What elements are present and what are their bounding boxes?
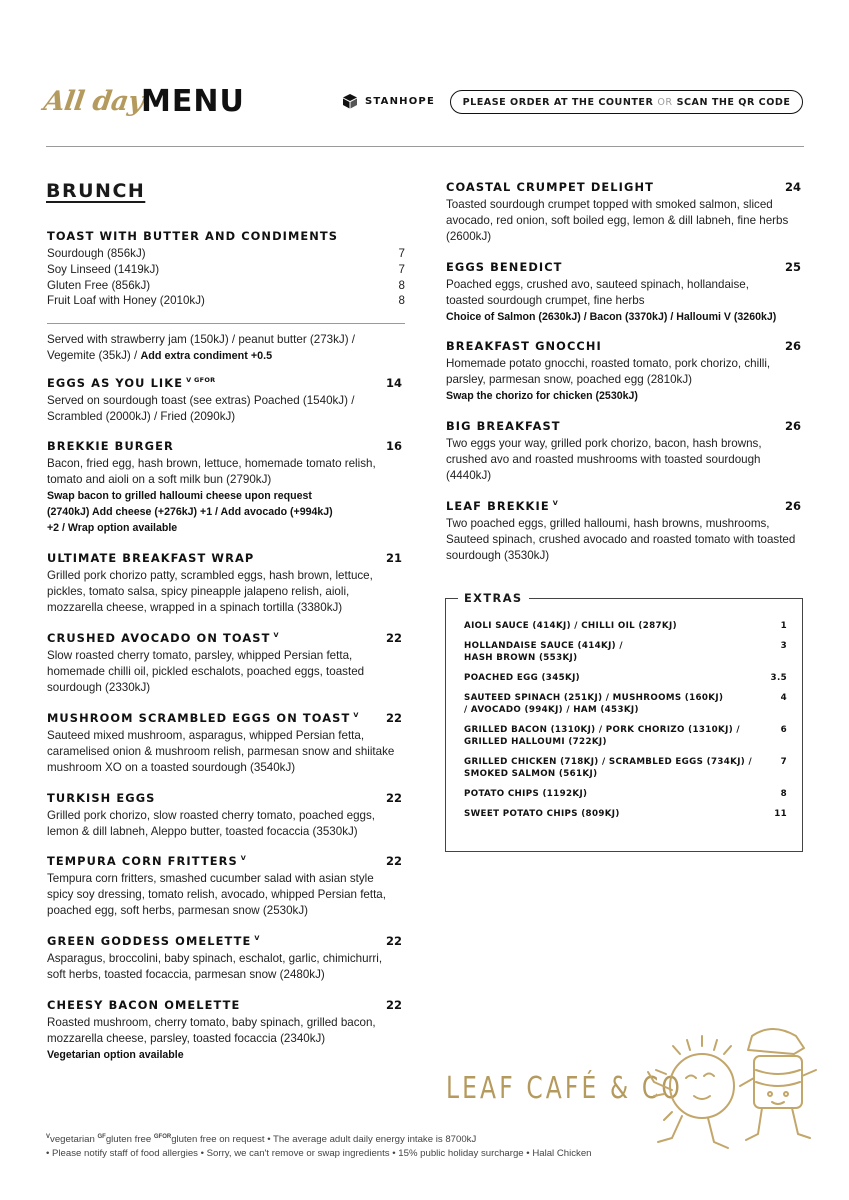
extra-row [464, 692, 787, 716]
item-description: Slow roasted cherry tomato, parsley, whipped Persian fetta, homemade chilli oil, pickled eschalots, poached eggs, toasted sourdough (2330kJ) [47, 649, 365, 694]
footer-gfor-text: gluten free on request • The average adult daily energy intake is 8700kJ [171, 1134, 477, 1146]
item-name: TEMPURA CORN FRITTERS $^V$ [47, 854, 247, 868]
extra-price: 3.5 [770, 673, 787, 683]
section-title-brunch: BRUNCH [46, 180, 146, 202]
item-description: Asparagus, broccolini, baby spinach, eschalot, garlic, chimichurri, soft herbs, toasted focaccia, parmesan snow (2480kJ) [47, 952, 383, 981]
item-description: Toasted sourdough crumpet topped with smoked salmon, sliced avocado, red onion, soft boiled egg, lemon & dill labneh, fine herbs (2600kJ) [446, 198, 789, 243]
item-price: 26 [784, 339, 801, 353]
item-description: Two eggs your way, grilled pork chorizo, bacon, hash browns, crushed avo and roasted mushrooms with toasted sourdough (4440kJ) [446, 437, 762, 482]
menu-item-breakfast-gnocchi [446, 339, 801, 404]
extra-price: 8 [780, 789, 787, 799]
item-description: Tempura corn fritters, smashed cucumber salad with asian style spicy soy dressing, tomato relish, avocado, whipped Persian fetta, poached egg, soft herbs, parmesan snow (2530kJ) [47, 872, 386, 917]
item-name: TOAST WITH BUTTER AND CONDIMENTS [47, 229, 339, 243]
toast-options-list [47, 246, 405, 309]
item-description: Poached eggs, crushed avo, sauteed spinach, hollandaise, toasted sourdough crumpet, fine herbs [446, 278, 749, 307]
dietary-tags: V [552, 499, 559, 507]
toast-option-price: 8 [398, 278, 405, 292]
menu-item-mushroom-scrambled-eggs [47, 711, 402, 776]
menu-item-crushed-avocado [47, 631, 402, 696]
item-price: 26 [784, 499, 801, 513]
item-name: LEAF BREKKIE $^V$ [446, 499, 559, 513]
dietary-tags: V GFOR [186, 376, 216, 384]
menu-title: MENU [141, 84, 245, 119]
item-description: Bacon, fried egg, hash brown, lettuce, homemade tomato relish, tomato and aioli on a soft milk bun (2790kJ) [47, 457, 376, 486]
item-description: Grilled pork chorizo patty, scrambled eggs, hash brown, lettuce, pickles, tomato salsa, spicy pineapple jalapeno relish, aioli, mozzarella cheese, wrapped in a spinach tortilla (3380kJ) [47, 569, 373, 614]
toast-option-label: Soy Linseed (1419kJ) [47, 262, 160, 276]
item-price: 22 [385, 854, 402, 868]
mascot-illustration [642, 1016, 822, 1166]
menu-header [41, 84, 804, 130]
item-description: Two poached eggs, grilled halloumi, hash browns, mushrooms, Sauteed spinach, crushed avocado and roasted tomato with toasted sourdough (3530kJ) [446, 517, 796, 562]
item-name: ULTIMATE BREAKFAST WRAP [47, 551, 255, 565]
order-instructions-pill [450, 90, 803, 114]
mascot-sun-icon [648, 1036, 734, 1148]
toast-option-price: 7 [398, 262, 405, 276]
item-name: CHEESY BACON OMELETTE [47, 998, 241, 1012]
item-name: EGGS AS YOU LIKE $^{V GFOR}$ [47, 376, 216, 390]
extra-label: HOLLANDAISE SAUCE (414KJ) / HASH BROWN (553KJ) [464, 641, 623, 663]
toast-option-row [47, 246, 405, 262]
extra-price: 1 [780, 621, 787, 631]
item-description: Sauteed mixed mushroom, asparagus, whipped Persian fetta, caramelised onion & mushroom relish, parmesan snow and shiitake mushroom XO on a toasted sourdough (3540kJ) [47, 729, 395, 774]
menu-item-eggs-benedict [446, 260, 801, 325]
all-day-script-title: All day [41, 86, 146, 117]
item-price: 22 [385, 791, 402, 805]
extra-label: POACHED EGG (345KJ) [464, 673, 580, 683]
extra-label: GRILLED CHICKEN (718KJ) / SCRAMBLED EGGS (734KJ) / SMOKED SALMON (561KJ) [464, 757, 753, 779]
item-description: Served on sourdough toast (see extras) Poached (1540kJ) / Scrambled (2000kJ) / Fried (2090kJ) [47, 394, 355, 423]
extra-price: 4 [780, 693, 787, 703]
item-name: BREKKIE BURGER [47, 439, 174, 453]
item-price: 14 [385, 376, 402, 390]
menu-item-turkish-eggs [47, 791, 402, 840]
extra-price: 6 [780, 725, 787, 735]
stanhope-brand [342, 93, 435, 109]
menu-item-cheesy-bacon-omelette [47, 998, 402, 1063]
menu-item-brekkie-burger [47, 439, 402, 536]
header-divider [46, 146, 804, 147]
item-note: Choice of Salmon (2630kJ) / Bacon (3370kJ) / Halloumi V (3260kJ) [446, 311, 777, 323]
extra-row [464, 672, 787, 684]
toast-option-price: 8 [398, 294, 405, 308]
item-description: Homemade potato gnocchi, roasted tomato, pork chorizo, chilli, parsley, parmesan snow, poached egg (2810kJ) [446, 357, 771, 386]
menu-item-big-breakfast [446, 419, 801, 484]
item-price: 21 [385, 551, 402, 565]
brand-name: STANHOPE [365, 95, 435, 107]
footer-gluten-free: gluten free [105, 1134, 152, 1146]
extra-label: AIOLI SAUCE (414KJ) / CHILLI OIL (287KJ) [464, 621, 677, 631]
dietary-tags: V [240, 854, 247, 862]
toast-option-label: Fruit Loaf with Honey (2010kJ) [47, 294, 205, 308]
menu-item-tempura-corn-fritters [47, 854, 402, 919]
item-note: Vegetarian option available [47, 1049, 184, 1061]
toast-option-row [47, 293, 405, 309]
extra-condiment-note: Add extra condiment +0.5 [140, 350, 273, 363]
toast-option-price: 7 [398, 247, 405, 260]
item-name: MUSHROOM SCRAMBLED EGGS ON TOAST $^V$ [47, 711, 359, 725]
order-counter-text: PLEASE ORDER AT THE COUNTER [462, 96, 654, 108]
footer-line-1 [46, 1130, 592, 1147]
extra-row [464, 788, 787, 800]
menu-item-leaf-brekkie [446, 499, 801, 564]
menu-item-green-goddess-omelette [47, 934, 402, 983]
footer-line-2: • Please notify staff of food allergies • Sorry, we can't remove or swap ingredients • 15% public holiday surcharge • Halal Chicken [46, 1148, 592, 1160]
extra-row [464, 808, 787, 820]
menu-item-coastal-crumpet [446, 180, 801, 245]
item-name: CRUSHED AVOCADO ON TOAST $^V$ [47, 631, 279, 645]
extra-label: SWEET POTATO CHIPS (809KJ) [464, 809, 620, 819]
toast-option-label: Sourdough (856kJ) [47, 247, 146, 260]
item-price: 24 [784, 180, 801, 194]
item-name: COASTAL CRUMPET DELIGHT [446, 180, 654, 194]
condiments-list: Served with strawberry jam (150kJ) / peanut butter (273kJ) / Vegemite (35kJ) / [47, 333, 356, 363]
dietary-tags: V [273, 631, 279, 639]
toast-divider [47, 323, 405, 324]
tag-gf: GF [97, 1134, 106, 1140]
extras-title: EXTRAS [458, 591, 529, 605]
toast-option-row [47, 278, 405, 294]
toast-condiments-text [47, 332, 405, 364]
extra-row [464, 724, 787, 748]
item-price: 16 [385, 439, 402, 453]
leaf-cafe-logo: LEAF CAFÉ & CO [446, 1071, 683, 1106]
tag-v: V [46, 1134, 51, 1140]
extra-price: 7 [780, 757, 787, 767]
menu-item-eggs-as-you-like [47, 376, 402, 425]
extras-list [464, 620, 787, 820]
order-or-text: OR [657, 96, 673, 108]
extra-label: POTATO CHIPS (1192KJ) [464, 789, 588, 799]
item-name: TURKISH EGGS [47, 791, 156, 805]
item-price: 22 [385, 631, 402, 645]
extra-row [464, 640, 787, 664]
item-price: 25 [784, 260, 801, 274]
toast-option-label: Gluten Free (856kJ) [47, 278, 151, 292]
extra-label: SAUTEED SPINACH (251KJ) / MUSHROOMS (160KJ) / AVOCADO (994KJ) / HAM (453KJ) [464, 693, 724, 715]
footer-notes [46, 1130, 592, 1161]
extra-price: 11 [774, 809, 787, 819]
mascot-sandwich-icon [740, 1029, 816, 1140]
item-price: 22 [385, 711, 402, 725]
item-description: Grilled pork chorizo, slow roasted cherry tomato, poached eggs, lemon & dill labneh, Aleppo butter, toasted focaccia (3530kJ) [47, 809, 376, 838]
dietary-tags: V [353, 711, 359, 719]
item-name: EGGS BENEDICT [446, 260, 563, 274]
extra-row [464, 756, 787, 780]
stanhope-cube-icon [342, 93, 358, 109]
menu-item-toast [47, 229, 405, 364]
item-description: Roasted mushroom, cherry tomato, baby spinach, grilled bacon, mozzarella cheese, parsley, toasted focaccia (2340kJ) [47, 1016, 376, 1045]
item-name: BREAKFAST GNOCCHI [446, 339, 602, 353]
footer-vegetarian: vegetarian [50, 1134, 95, 1146]
toast-option-row [47, 262, 405, 278]
item-name: BIG BREAKFAST [446, 419, 561, 433]
item-price: 26 [784, 419, 801, 433]
extra-label: GRILLED BACON (1310KJ) / PORK CHORIZO (1310KJ) / GRILLED HALLOUMI (722KJ) [464, 725, 740, 747]
item-price: 22 [385, 998, 402, 1012]
item-price: 22 [385, 934, 402, 948]
item-name: GREEN GODDESS OMELETTE $^V$ [47, 934, 260, 948]
item-note: Swap bacon to grilled halloumi cheese upon request (2740kJ) Add cheese (+276kJ) +1 / Add avocado (+994kJ) +2 / Wrap option available [47, 490, 333, 534]
dietary-tags: V [254, 934, 260, 942]
menu-item-ultimate-breakfast-wrap [47, 551, 402, 616]
extra-row [464, 620, 787, 632]
tag-gfor: GFOR [153, 1134, 172, 1140]
extra-price: 3 [780, 641, 787, 651]
item-note: Swap the chorizo for chicken (2530kJ) [446, 390, 638, 402]
order-qr-text: SCAN THE QR CODE [676, 96, 791, 108]
